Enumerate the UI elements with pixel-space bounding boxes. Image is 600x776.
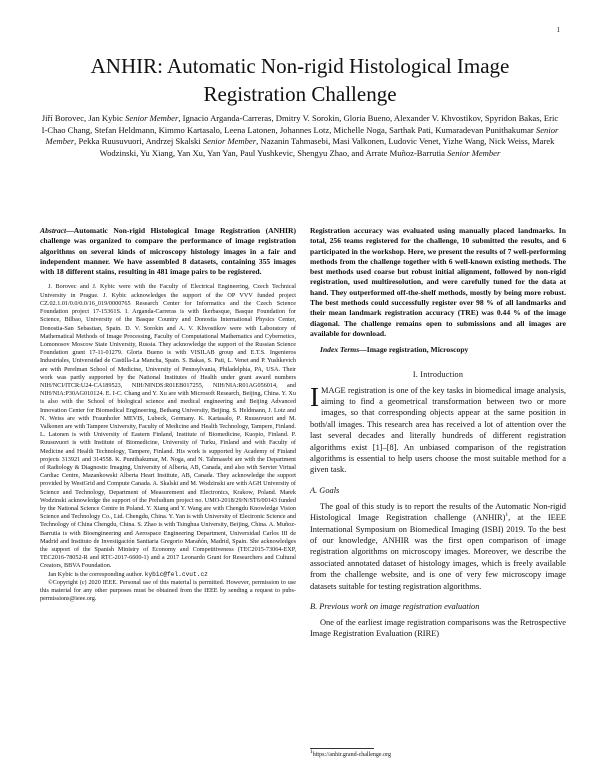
author-name: Kumaradevan Punithakumar — [435, 124, 534, 135]
index-terms-text: —Image registration, Microscopy — [359, 345, 469, 355]
author-name: Sarthak Pati — [389, 124, 431, 135]
goals-text-start: The goal of this study is to report the results of the Automatic Non-rigid Histological Image Registration challenge (ANHIR) — [310, 501, 566, 523]
author-name: Masi Valkonen — [332, 136, 385, 146]
funding-note: J. Borovec and J. Kybic were with the Faculty of Electrical Engineering, Czech Technical University in Prague. J. Kybic acknowledges the support of the OP VVV funded project CZ.02.1.01/0.0/0.0/16_019/0000765 Research Center for Informatics and the Czech Science Foundation project 17-15361S. I. Arganda-Carreras is with Ikerbasque, Basque Foundation for Science, Bilbao, University of the Basque Country and Donostia International Physics Center, Donostia-San Sebastian, Spain. D. V. Sorokin and A. V. Khvostikov were with Laboratory of Mathematical Methods of Image Processing, Faculty of Computational Mathematics and Cybernetics, Lomonosov Moscow State University, Russia. They acknowledge the support of the Russian Science Foundation grant 17-11-01279. Gloria Bueno is with VISILAB group and E.T.S. Ingenieros Industriales, Universidad de Castilla-La Mancha, Spain. S. Bakas, S. Pati, L. Venet and P. Yushkevich are with Perelman School of Medicine, University of Pennsylvania, Philadelphia, PA, USA. Their work was partly supported by the National Institutes of Health under grant award numbers NIH/NCI/ITCR:U24-CA189523, NIH/NINDS:R01EB017255, NIH/NIA:R01AG056014, and NIH/NIA:P30AG010124. E. I-C. Chang and Y. Xu are with Microsoft Research, Beijing, China. Y. Xu is also with the School of biological science and medical engineering and Beijing Advanced Innovation Center for Biomedical Engineering, Beihang University, Beijing. S. Heldmann, J. Lotz and N. Weiss are with Fraunhofer MEVIS, Lubeck, Germany. K. Kartasalo, P. Ruusuvuori and M. Valkonen are with Tampere University, Faculty of Medicine and Health Technology, Tampere, Finland. L. Latonen is with University of Eastern Finland, Institute of Biomedicine, Kuopio, Finland. P. Ruusuvuori is with Institute of Biomedicine, University of Turku, Finland and with Faculty of Medicine and Health Technology, Tampere, Finland. His work is supported by Academy of Finland projects 313921 and 314558. K. Punithakumar, M. Noga, and N. Tahmasebi are with the Department of Radiology & Diagnostic Imaging, University of Alberta, AB, Canada, and also with Servier Virtual Cardiac Centre, Mazankowski Alberta Heart Institute, AB, Canada. They acknowledge the support provided by WestGrid and Compute Canada. A. Skalski and M. Wodzinski are with AGH University of Science and Technology, Department of Measurement and Electronics, Krakow, Poland. Marek Wodzinski acknowledge the support of the Preludium project no. UMO-2018/29/N/ST6/00143 funded by the National Science Centre in Poland. Y. Xiang and Y. Wang are with Chengdu Knowledge Vision Science and Technology Co., Ltd. Chengdu, China. Y. Yan is with University of Electronic Science and Technology of China Chengdu, China. S. Zhao is with Tsinghua University, Beijing, China. A. Muñoz-Barrutia is with Bioengineering and Aerospace Engineering Department, Universidad Carlos III de Madrid and Instituto de Investigación Sanitaria Gregorio Marañón, Madrid, Spain. She acknowledges the support of the Spanish Ministry of Economy and Competitiveness (TEC2015-73064-EXP, TEC2016-78052-R and RTC-2017-6600-1) and a 2017 Leonardo Grant for Researchers and Cultural Creators, BBVA Foundation. — [40, 283, 296, 570]
footnote-url[interactable]: https://anhir.grand-challenge.org — [312, 752, 391, 758]
author-name: Paul Yushkevic — [240, 147, 293, 158]
intro-paragraph — [310, 381, 566, 476]
author-name: Yu Xiang — [140, 147, 173, 158]
corresponding-author-text: Jan Kybic is the corresponding author. — [48, 570, 144, 578]
author-name: Yan Yan — [206, 147, 236, 158]
goals-text-end: , at the IEEE International Symposium on Biomedical Imaging (ISBI) 2019. To the best of our knowledge, ANHIR was the first open comparison of image registration algorithms on microscopy images. Moreover, we describe the associated annotated dataset of histology images, which is freely available from the challenge website, and is one of very few microscopy image datasets suitable for testing registration algorithms. — [310, 513, 566, 591]
author-role: Senior Member — [125, 113, 179, 123]
corresponding-author-note — [40, 571, 296, 579]
author-name: Dmitry V. Sorokin — [275, 113, 340, 123]
goals-paragraph — [310, 501, 566, 592]
left-column — [40, 226, 296, 603]
section-heading-introduction: I. Introduction — [412, 369, 464, 379]
author-name: Eric I-Chao Chang — [41, 113, 559, 135]
author-name: Jiří Borovec — [41, 113, 85, 123]
corresponding-email[interactable]: kybic@fel.cvut.cz — [144, 570, 208, 578]
author-role: Senior Member — [202, 136, 257, 146]
author-name: Marek Wodzinski — [99, 136, 555, 158]
paper-title: ANHIR: Automatic Non-rigid Histological Image Registration Challenge — [90, 54, 510, 106]
author-name: Yan Xu — [176, 147, 203, 158]
abstract-continued: Registration accuracy was evaluated using manually placed landmarks. In total, 256 teams registered for the challenge, 10 submitted the results, and 6 participated in the workshop. Here, we present the results of 7 well-performing methods from the challenge together with 6 well-known existing methods. The best methods used coarse but robust initial alignment, followed by non-rigid registration, used multiresolution, and were carefully tuned for the data at hand. They outperformed off-the-shelf methods, mostly by being more robust. The best methods could successfully register over 98 % of all landmarks and their mean landmark registration accuracy (TRE) was 0.44 % of the image diagonal. The challenge remains open to submissions and all images are available for download. — [310, 226, 566, 338]
author-name: Nazanin Tahmasebi — [260, 136, 329, 146]
author-name: Ignacio Arganda-Carreras — [182, 113, 272, 123]
footnote-divider — [310, 748, 374, 749]
abstract — [40, 226, 296, 277]
author-name: Johannes Lotz — [279, 124, 330, 135]
author-name: Spyridon Bakas — [484, 113, 540, 123]
abstract-lead: Abstract — [40, 226, 67, 235]
author-name: Yizhe Wang — [442, 136, 485, 146]
author-name: Kimmo Kartasalo — [158, 124, 220, 135]
author-name: Arrate Muñoz-Barrutia — [365, 147, 445, 158]
author-role: Senior Member — [447, 147, 501, 158]
author-list: Jiří Borovec, Jan Kybic Senior Member, Ignacio Arganda-Carreras, Dmitry V. Sorokin, Gloria Bueno, Alexander V. Khvostikov, Spyridon Bakas, Eric I-Chao Chang, Stefan Heldmann, Kimmo Kartasalo, Leena Latonen, Johannes Lotz, Michelle Noga, Sarthak Pati, Kumaradevan Punithakumar Senior Member, Pekka Ruusuvuori, Andrzej Skalski Senior Member, Nazanin Tahmasebi, Masi Valkonen, Ludovic Venet, Yizhe Wang, Nick Weiss, Marek Wodzinski, Yu Xiang, Yan Xu, Yan Yan, Paul Yushkevic, Shengyu Zhao, and Arrate Muñoz-Barrutia Senior Member — [41, 113, 559, 158]
author-name: Nick Weiss — [488, 136, 528, 146]
affiliation-footnotes — [40, 283, 296, 603]
previous-work-paragraph: One of the earliest image registration comparisons was the Retrospective Image Registration Evaluation (RIRE) — [310, 618, 566, 639]
author-name: Jan Kybic — [88, 113, 123, 123]
footnote — [310, 749, 391, 758]
author-name: Ludovic Venet — [388, 136, 439, 146]
author-name: Shengyu Zhao — [297, 147, 348, 158]
subsection-heading-previous-work: B. Previous work on image registration evaluation — [310, 602, 480, 612]
page-number: 1 — [556, 26, 560, 34]
subsection-heading-goals: A. Goals — [310, 485, 340, 495]
author-name: Michelle Noga — [333, 124, 385, 135]
author-name: Alexander V. Khvostikov — [393, 113, 481, 123]
author-name: Pekka Ruusuvuori — [78, 136, 142, 146]
intro-text: MAGE registration is one of the key tasks in biomedical image analysis, aiming to find a geometrical transformation between two or more images, so that corresponding objects appear at the same position in both/all images. This research area has received a lot of attention over the last several decades and literally hundreds of different registration algorithms exist [1]–[8]. An unbiased comparison of the registration algorithms is essential to help users choose the most suitable method for a given task. — [310, 385, 566, 475]
footnote-ref[interactable]: 1 — [505, 512, 509, 519]
author-name: Gloria Bueno — [343, 113, 391, 123]
author-name: Stefan Heldmann — [94, 124, 155, 135]
index-terms — [310, 345, 566, 355]
right-column — [310, 226, 566, 640]
author-name: Leena Latonen — [224, 124, 276, 135]
abstract-text-left: —Automatic Non-rigid Histological Image Registration (ANHIR) challenge was organized to compare the performance of image registration algorithms on several kinds of microscopy histology images in a fair and independent manner. We have assembled 8 datasets, containing 355 images with 18 different stains, resulting in 481 image pairs to be registered. — [40, 226, 296, 277]
author-name: Andrzej Skalski — [145, 136, 201, 146]
drop-cap: I — [310, 381, 319, 412]
copyright-note: ©Copyright (c) 2020 IEEE. Personal use of this material is permitted. However, permission to use this material for any other purposes must be obtained from the IEEE by sending a request to pubs-permissions@ieee.org. — [40, 578, 296, 603]
index-terms-lead: Index Terms — [320, 345, 360, 355]
author-role: Senior Member — [45, 124, 559, 146]
footnote-mark: 1 — [310, 749, 313, 755]
